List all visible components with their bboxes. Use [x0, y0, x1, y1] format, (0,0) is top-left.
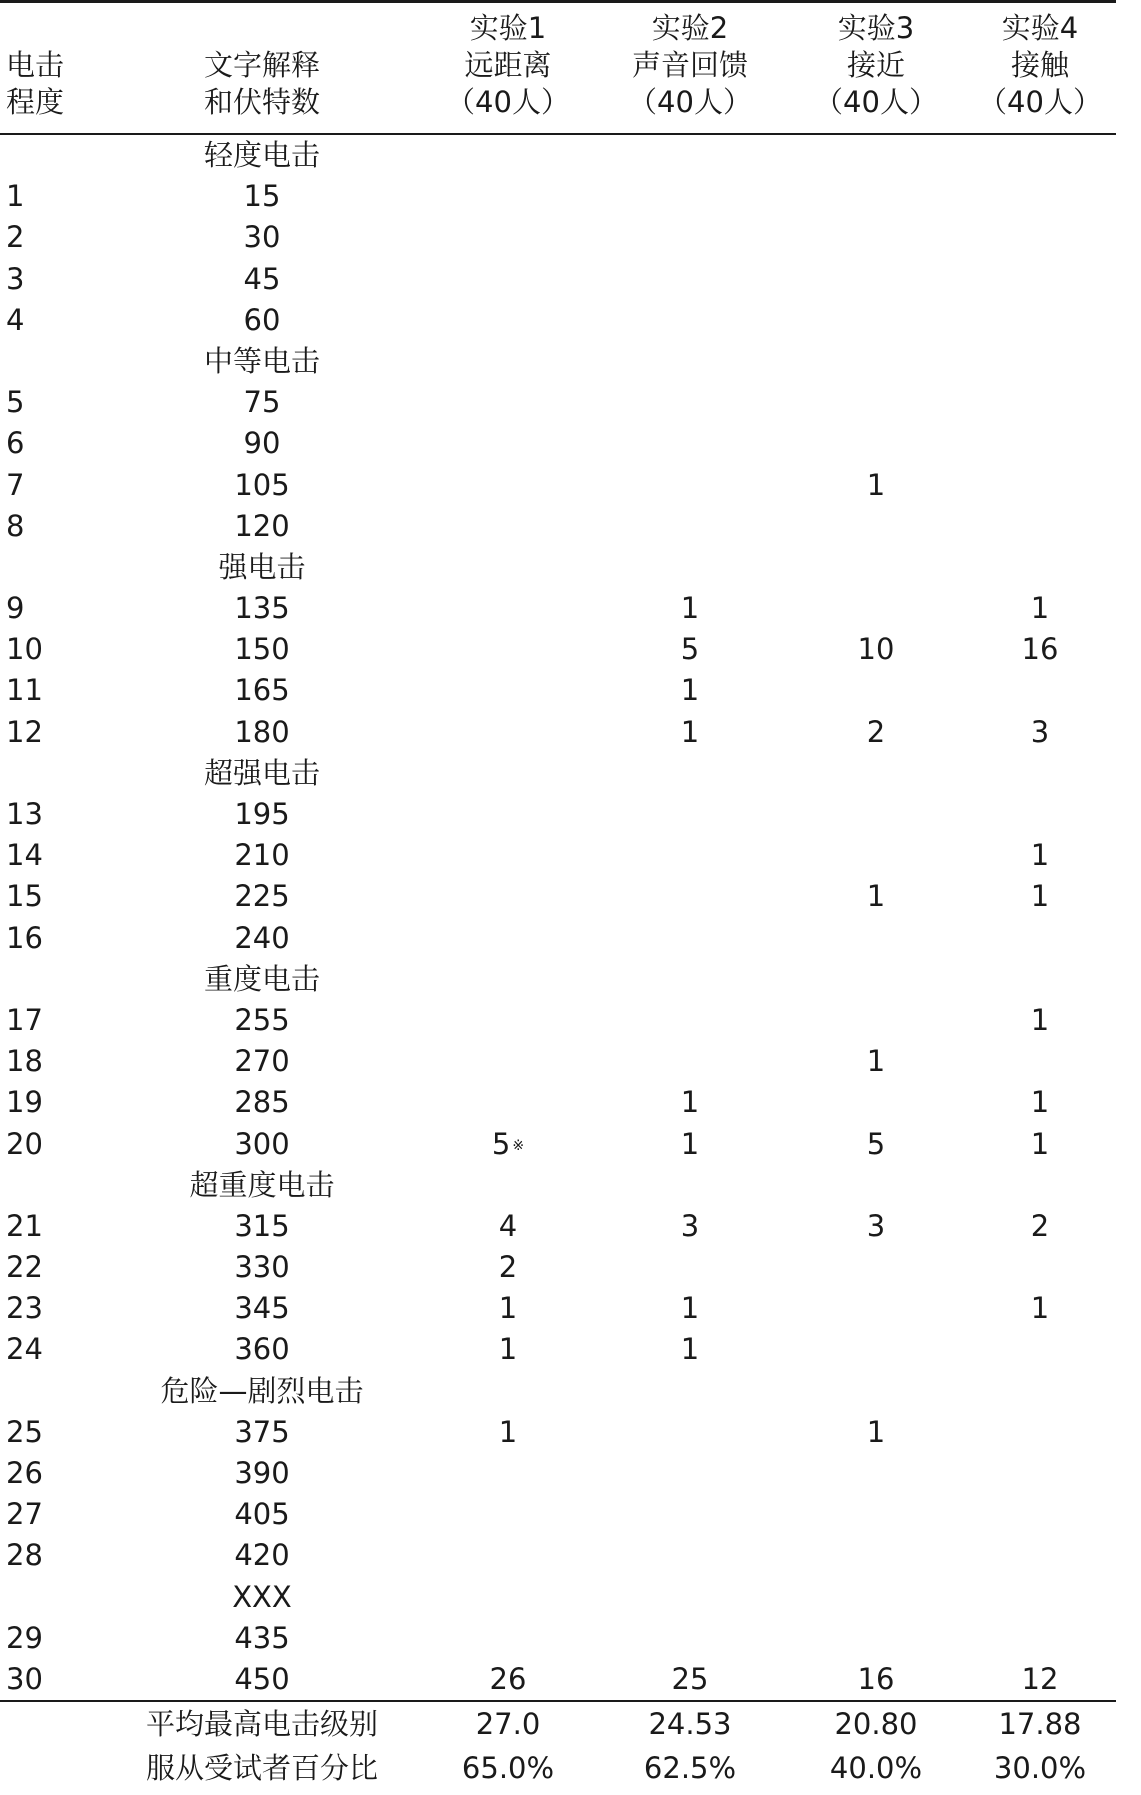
category-row — [0, 341, 1116, 382]
summary-cell-exp2: 62.5% — [643, 1751, 737, 1785]
exp4-cell-value: 1 — [1030, 1002, 1050, 1037]
exp1-cell-value: 1 — [498, 1414, 518, 1449]
exp2-cell-value: 5 — [680, 632, 700, 667]
table-row — [0, 794, 1116, 835]
shock-level-cell — [6, 670, 43, 711]
shock-level-cell — [6, 794, 43, 835]
summary-cell-exp4: 17.88 — [998, 1707, 1082, 1741]
shock-level-cell-value: 18 — [6, 1044, 43, 1079]
category-label: 轻度电击 — [203, 138, 321, 172]
table-row — [0, 1082, 1116, 1123]
shock-level-cell — [6, 1329, 43, 1370]
shock-level-cell — [6, 835, 43, 876]
voltage-cell-value: 300 — [234, 1126, 290, 1161]
exp2-cell — [681, 1206, 699, 1247]
table-row — [0, 300, 1116, 341]
shock-level-cell — [6, 1618, 43, 1659]
table-row — [0, 1659, 1116, 1700]
summary-cell-exp2: 24.53 — [648, 1707, 732, 1741]
voltage-cell-value: 330 — [234, 1250, 290, 1285]
exp4-cell — [1022, 629, 1059, 670]
category-label: 中等电击 — [203, 343, 321, 378]
exp1-cell-value: 4 — [498, 1208, 518, 1243]
table-row — [0, 176, 1116, 217]
shock-level-cell-value: 8 — [6, 508, 25, 543]
exp4-cell — [1031, 876, 1049, 917]
shock-level-cell-value: 28 — [6, 1538, 43, 1573]
summary-cell-exp3: 20.80 — [834, 1707, 918, 1741]
shock-level-cell — [6, 1247, 43, 1288]
exp1-cell — [499, 1412, 517, 1453]
voltage-cell-value: 105 — [234, 467, 290, 502]
exp4-cell — [1022, 1659, 1059, 1700]
shock-level-cell — [6, 382, 24, 423]
shock-level-cell — [6, 465, 24, 506]
exp1-cell-value: 1 — [498, 1332, 518, 1367]
exp2-cell-value: 25 — [671, 1661, 709, 1696]
exp2-cell — [681, 670, 699, 711]
voltage-cell — [244, 382, 281, 423]
voltage-cell-value: 180 — [234, 714, 290, 749]
exp2-cell — [681, 588, 699, 629]
table-row — [0, 1288, 1116, 1329]
exp4-cell-value: 16 — [1021, 632, 1059, 667]
table-row — [0, 835, 1116, 876]
voltage-cell — [234, 588, 289, 629]
exp4-cell-value: 1 — [1030, 591, 1050, 626]
table-row — [0, 588, 1116, 629]
shock-level-cell — [6, 1124, 43, 1165]
shock-level-cell — [6, 1000, 43, 1041]
voltage-cell-value: 450 — [234, 1661, 290, 1696]
table-row — [0, 1412, 1116, 1453]
shock-level-cell-value: 13 — [6, 797, 43, 831]
category-label: 超强电击 — [203, 755, 321, 790]
voltage-cell — [234, 1082, 289, 1123]
exp2-cell — [672, 1659, 709, 1700]
table-header — [0, 0, 1116, 133]
shock-level-cell — [6, 1494, 43, 1535]
voltage-cell — [244, 423, 281, 464]
exp3-cell-value: 10 — [857, 632, 895, 667]
category-row — [0, 135, 1116, 176]
exp3-cell — [867, 712, 885, 753]
shock-level-cell-value: 3 — [6, 261, 25, 296]
exp4-cell-value: 1 — [1030, 1126, 1050, 1161]
shock-level-cell — [6, 259, 24, 300]
table-row — [0, 506, 1116, 547]
exp4-cell-value: 3 — [1030, 714, 1050, 749]
shock-level-cell — [6, 217, 24, 258]
voltage-cell-value: 435 — [234, 1620, 290, 1655]
header-description-line1: 文字解释 — [203, 48, 321, 82]
shock-level-cell-value: 16 — [6, 920, 43, 955]
header-exp4-title: 实验4 — [1001, 11, 1079, 45]
shock-level-cell — [6, 1659, 43, 1700]
summary-cell-exp1: 65.0% — [461, 1751, 555, 1785]
exp4-cell — [1031, 1000, 1049, 1041]
header-exp2-condition: 声音回馈 — [631, 48, 749, 82]
exp1-cell — [492, 1124, 524, 1165]
voltage-cell-value: 15 — [243, 179, 281, 214]
voltage-cell-value: 90 — [243, 426, 281, 461]
shock-level-cell-value: 25 — [6, 1414, 43, 1449]
table-row — [0, 1124, 1116, 1165]
table-row — [0, 1206, 1116, 1247]
shock-level-cell-value: 2 — [6, 220, 25, 255]
table-body — [0, 135, 1116, 1700]
table-footer — [0, 1702, 1116, 1790]
shock-level-cell — [6, 506, 24, 547]
header-exp3-condition: 接近 — [846, 48, 906, 82]
table-row — [0, 1494, 1116, 1535]
table-row — [0, 1247, 1116, 1288]
exp4-cell — [1031, 588, 1049, 629]
voltage-cell — [234, 1659, 289, 1700]
shock-level-cell — [6, 1535, 43, 1576]
category-label: XXX — [232, 1579, 292, 1614]
shock-level-cell — [6, 176, 24, 217]
exp1-cell — [499, 1206, 517, 1247]
exp4-cell-value: 1 — [1030, 838, 1050, 873]
shock-level-cell — [6, 300, 24, 341]
exp3-cell-value: 2 — [866, 714, 886, 749]
header-exp1-title: 实验1 — [469, 11, 547, 45]
exp3-cell — [858, 1659, 895, 1700]
exp1-cell — [499, 1288, 517, 1329]
voltage-cell — [234, 1453, 289, 1494]
voltage-cell — [234, 1206, 289, 1247]
voltage-cell — [244, 176, 281, 217]
header-exp3-title: 实验3 — [837, 11, 915, 45]
table-row — [0, 629, 1116, 670]
header-exp1-n: （40人） — [446, 85, 570, 119]
shock-level-cell-value: 4 — [6, 302, 25, 337]
exp2-cell — [681, 1329, 699, 1370]
shock-level-cell-value: 19 — [6, 1085, 43, 1120]
category-label: 超重度电击 — [189, 1167, 335, 1202]
shock-level-cell-value: 10 — [6, 632, 43, 667]
shock-level-cell-value: 21 — [6, 1208, 43, 1243]
voltage-cell-value: 45 — [243, 261, 281, 296]
voltage-cell — [234, 1000, 289, 1041]
summary-row-mean-max — [0, 1702, 1116, 1746]
header-exp1-condition: 远距离 — [464, 48, 552, 82]
header-exp2-n: （40人） — [628, 85, 752, 119]
shock-level-cell — [6, 1453, 43, 1494]
exp1-cell — [499, 1329, 517, 1370]
exp2-cell-value: 1 — [680, 1291, 700, 1326]
exp4-cell — [1031, 712, 1049, 753]
voltage-cell — [234, 670, 289, 711]
exp2-cell — [681, 712, 699, 753]
shock-level-cell — [6, 423, 24, 464]
voltage-cell — [234, 506, 289, 547]
exp3-cell-value: 1 — [866, 879, 886, 914]
table-row — [0, 1535, 1116, 1576]
exp4-cell — [1031, 835, 1049, 876]
voltage-cell-value: 150 — [234, 632, 290, 667]
exp2-cell-value: 1 — [680, 1332, 700, 1367]
table-row — [0, 1000, 1116, 1041]
shock-level-cell — [6, 712, 43, 753]
exp3-cell — [867, 1124, 885, 1165]
table-row — [0, 1618, 1116, 1659]
exp4-cell-value: 12 — [1021, 1661, 1059, 1696]
shock-level-cell-value: 22 — [6, 1250, 43, 1285]
category-row — [0, 1577, 1116, 1618]
voltage-cell-value: 285 — [234, 1085, 290, 1120]
exp4-cell — [1031, 1288, 1049, 1329]
category-row — [0, 1371, 1116, 1412]
shock-level-cell — [6, 1206, 43, 1247]
table-row — [0, 876, 1116, 917]
exp4-cell — [1031, 1206, 1049, 1247]
shock-level-cell-value: 30 — [6, 1661, 43, 1696]
table-row — [0, 712, 1116, 753]
exp2-cell-value: 1 — [680, 591, 700, 626]
exp4-cell-value: 2 — [1030, 1208, 1050, 1243]
table-row — [0, 1453, 1116, 1494]
category-label: 危险—剧烈电击 — [160, 1373, 364, 1408]
exp1-cell — [490, 1659, 527, 1700]
table-row — [0, 423, 1116, 464]
voltage-cell-value: 135 — [234, 591, 290, 626]
exp1-cell-value: 2 — [498, 1250, 518, 1285]
exp3-cell — [867, 465, 885, 506]
summary-cell-exp4: 30.0% — [993, 1751, 1087, 1785]
header-exp4-condition: 接触 — [1010, 48, 1070, 82]
category-row — [0, 753, 1116, 794]
table-row — [0, 465, 1116, 506]
voltage-cell-value: 315 — [234, 1208, 290, 1243]
exp1-cell-value: 5 — [491, 1126, 511, 1161]
voltage-cell — [234, 1535, 289, 1576]
voltage-cell-value: 225 — [234, 879, 290, 914]
header-shock-level-line1: 电击 — [6, 48, 65, 82]
exp1-cell — [499, 1247, 517, 1288]
voltage-cell — [234, 1288, 289, 1329]
category-label: 重度电击 — [203, 961, 321, 996]
shock-level-cell-value: 14 — [6, 838, 43, 873]
voltage-cell — [244, 300, 281, 341]
voltage-cell-value: 360 — [234, 1332, 290, 1367]
footnote-marker: ※ — [512, 1137, 525, 1154]
exp3-cell-value: 1 — [866, 1414, 886, 1449]
voltage-cell — [234, 794, 289, 835]
exp2-cell — [681, 1082, 699, 1123]
voltage-cell — [234, 1618, 289, 1659]
shock-level-cell-value: 9 — [6, 591, 25, 626]
shock-level-cell-value: 5 — [6, 385, 25, 420]
table-row — [0, 1041, 1116, 1082]
voltage-cell-value: 195 — [234, 797, 290, 831]
voltage-cell — [244, 217, 281, 258]
shock-level-cell-value: 20 — [6, 1126, 43, 1161]
voltage-cell-value: 345 — [234, 1291, 290, 1326]
shock-level-cell — [6, 918, 43, 959]
category-row — [0, 959, 1116, 1000]
voltage-cell-value: 60 — [243, 302, 281, 337]
shock-level-cell-value: 6 — [6, 426, 25, 461]
exp3-cell-value: 1 — [866, 1044, 886, 1079]
header-description-line2: 和伏特数 — [203, 85, 321, 119]
exp3-cell — [867, 1206, 885, 1247]
voltage-cell-value: 210 — [234, 838, 290, 873]
shock-level-cell-value: 1 — [6, 179, 25, 214]
table-row — [0, 670, 1116, 711]
voltage-cell-value: 120 — [234, 508, 290, 543]
exp4-cell-value: 1 — [1030, 1085, 1050, 1120]
shock-level-cell-value: 23 — [6, 1291, 43, 1326]
voltage-cell — [234, 1247, 289, 1288]
voltage-cell — [234, 1041, 289, 1082]
exp3-cell — [867, 1412, 885, 1453]
shock-level-cell-value: 24 — [6, 1332, 43, 1367]
shock-level-cell — [6, 1412, 43, 1453]
voltage-cell-value: 255 — [234, 1002, 290, 1037]
voltage-cell-value: 405 — [234, 1497, 290, 1532]
voltage-cell — [234, 918, 289, 959]
exp3-cell — [867, 1041, 885, 1082]
category-label: 强电击 — [218, 549, 306, 584]
exp2-cell — [681, 629, 699, 670]
table-row — [0, 1329, 1116, 1370]
summary-label: 平均最高电击级别 — [145, 1707, 379, 1741]
shock-level-cell-value: 29 — [6, 1620, 43, 1655]
shock-level-cell — [6, 1288, 43, 1329]
shock-level-cell-value: 7 — [6, 467, 25, 502]
voltage-cell — [234, 629, 289, 670]
voltage-cell — [234, 876, 289, 917]
table-row — [0, 259, 1116, 300]
exp4-cell — [1031, 1082, 1049, 1123]
shock-level-cell — [6, 1041, 43, 1082]
shock-level-cell-value: 11 — [6, 673, 43, 708]
exp3-cell — [858, 629, 895, 670]
voltage-cell — [234, 1329, 289, 1370]
exp3-cell-value: 1 — [866, 467, 886, 502]
exp2-cell — [681, 1124, 699, 1165]
summary-row-obedience-percent — [0, 1746, 1116, 1790]
shock-level-cell-value: 17 — [6, 1002, 43, 1037]
voltage-cell — [234, 1412, 289, 1453]
header-exp2-title: 实验2 — [651, 11, 729, 45]
shock-level-cell-value: 27 — [6, 1497, 43, 1532]
voltage-cell — [244, 259, 281, 300]
header-exp4-n: （40人） — [978, 85, 1102, 119]
summary-cell-exp1: 27.0 — [475, 1707, 541, 1741]
category-row — [0, 1165, 1116, 1206]
voltage-cell — [234, 712, 289, 753]
summary-cell-exp3: 40.0% — [829, 1751, 923, 1785]
exp2-cell-value: 3 — [680, 1208, 700, 1243]
shock-level-cell — [6, 1082, 43, 1123]
exp1-cell-value: 1 — [498, 1291, 518, 1326]
voltage-cell-value: 390 — [234, 1456, 290, 1490]
exp2-cell-value: 1 — [680, 1126, 700, 1161]
table-row — [0, 918, 1116, 959]
voltage-cell-value: 165 — [234, 673, 290, 708]
exp1-cell-value: 26 — [489, 1661, 527, 1696]
table-row — [0, 382, 1116, 423]
header-exp3-n: （40人） — [814, 85, 938, 119]
summary-label: 服从受试者百分比 — [145, 1751, 379, 1785]
exp3-cell-value: 16 — [857, 1661, 895, 1696]
voltage-cell — [234, 1494, 289, 1535]
voltage-cell-value: 270 — [234, 1044, 290, 1079]
header-shock-level-line2: 程度 — [6, 85, 65, 119]
exp3-cell-value: 5 — [866, 1126, 886, 1161]
shock-level-cell — [6, 876, 43, 917]
shock-level-cell-value: 26 — [6, 1456, 43, 1490]
shock-level-cell — [6, 629, 43, 670]
voltage-cell-value: 375 — [234, 1414, 290, 1449]
exp4-cell-value: 1 — [1030, 879, 1050, 914]
voltage-cell-value: 75 — [243, 385, 281, 420]
exp3-cell-value: 3 — [866, 1208, 886, 1243]
table-row — [0, 217, 1116, 258]
exp2-cell-value: 1 — [680, 1085, 700, 1120]
voltage-cell — [234, 465, 289, 506]
exp2-cell-value: 1 — [680, 714, 700, 749]
shock-level-cell — [6, 588, 24, 629]
exp2-cell-value: 1 — [680, 673, 700, 708]
voltage-cell-value: 420 — [234, 1538, 290, 1573]
shock-level-cell-value: 15 — [6, 879, 43, 914]
exp2-cell — [681, 1288, 699, 1329]
voltage-cell — [234, 1124, 289, 1165]
voltage-cell-value: 30 — [243, 220, 281, 255]
voltage-cell — [234, 835, 289, 876]
category-row — [0, 547, 1116, 588]
exp3-cell — [867, 876, 885, 917]
shock-level-cell-value: 12 — [6, 714, 43, 749]
exp4-cell-value: 1 — [1030, 1291, 1050, 1326]
exp4-cell — [1031, 1124, 1049, 1165]
voltage-cell-value: 240 — [234, 920, 290, 955]
